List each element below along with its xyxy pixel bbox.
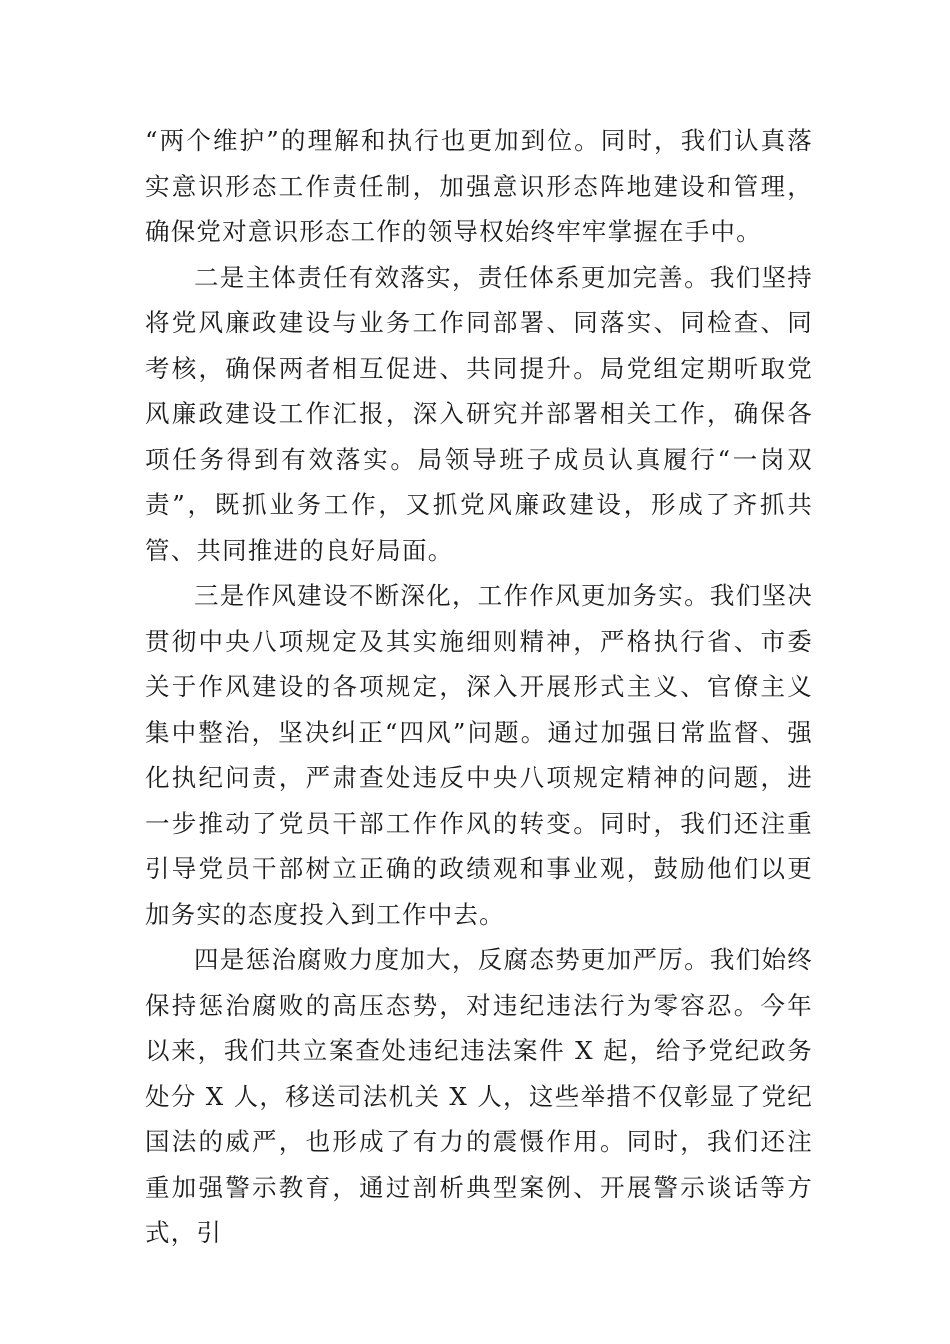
paragraph-responsibility: 二是主体责任有效落实，责任体系更加完善。我们坚持将党风廉政建设与业务工作同部署、同落实、同检查、同考核，确保两者相互促进、共同提升。局党组定期听取党风廉政建设工作汇报，深入研究并部署相关工作，确保各项任务得到有效落实。局领导班子成员认真履行“一岗双责”，既抓业务工作，又抓党风廉政建设，形成了齐抓共管、共同推进的良好局面。 (145, 262, 813, 565)
document-body (145, 118, 813, 1256)
paragraph-continued: “两个维护”的理解和执行也更加到位。同时，我们认真落实意识形态工作责任制，加强意识形态阵地建设和管理，确保党对意识形态工作的领导权始终牢牢掌握在手中。 (145, 126, 813, 246)
paragraph-anti-corruption: 四是惩治腐败力度加大，反腐态势更加严厉。我们始终保持惩治腐败的高压态势，对违纪违法行为零容忍。今年以来，我们共立案查处违纪违法案件 X 起，给予党纪政务处分 X 人，移送司法机关 X 人，这些举措不仅彰显了党纪国法的威严，也形成了有力的震慑作用。同时，我们还注重加强警示教育，通过剖析典型案例、开展警示谈话等方式，引 (145, 945, 813, 1247)
paragraph-work-style: 三是作风建设不断深化，工作作风更加务实。我们坚决贯彻中央八项规定及其实施细则精神，严格执行省、市委关于作风建设的各项规定，深入开展形式主义、官僚主义集中整治，坚决纠正“四风”问题。通过加强日常监督、强化执纪问责，严肃查处违反中央八项规定精神的问题，进一步推动了党员干部工作作风的转变。同时，我们还注重引导党员干部树立正确的政绩观和事业观，鼓励他们以更加务实的态度投入到工作中去。 (145, 581, 813, 929)
